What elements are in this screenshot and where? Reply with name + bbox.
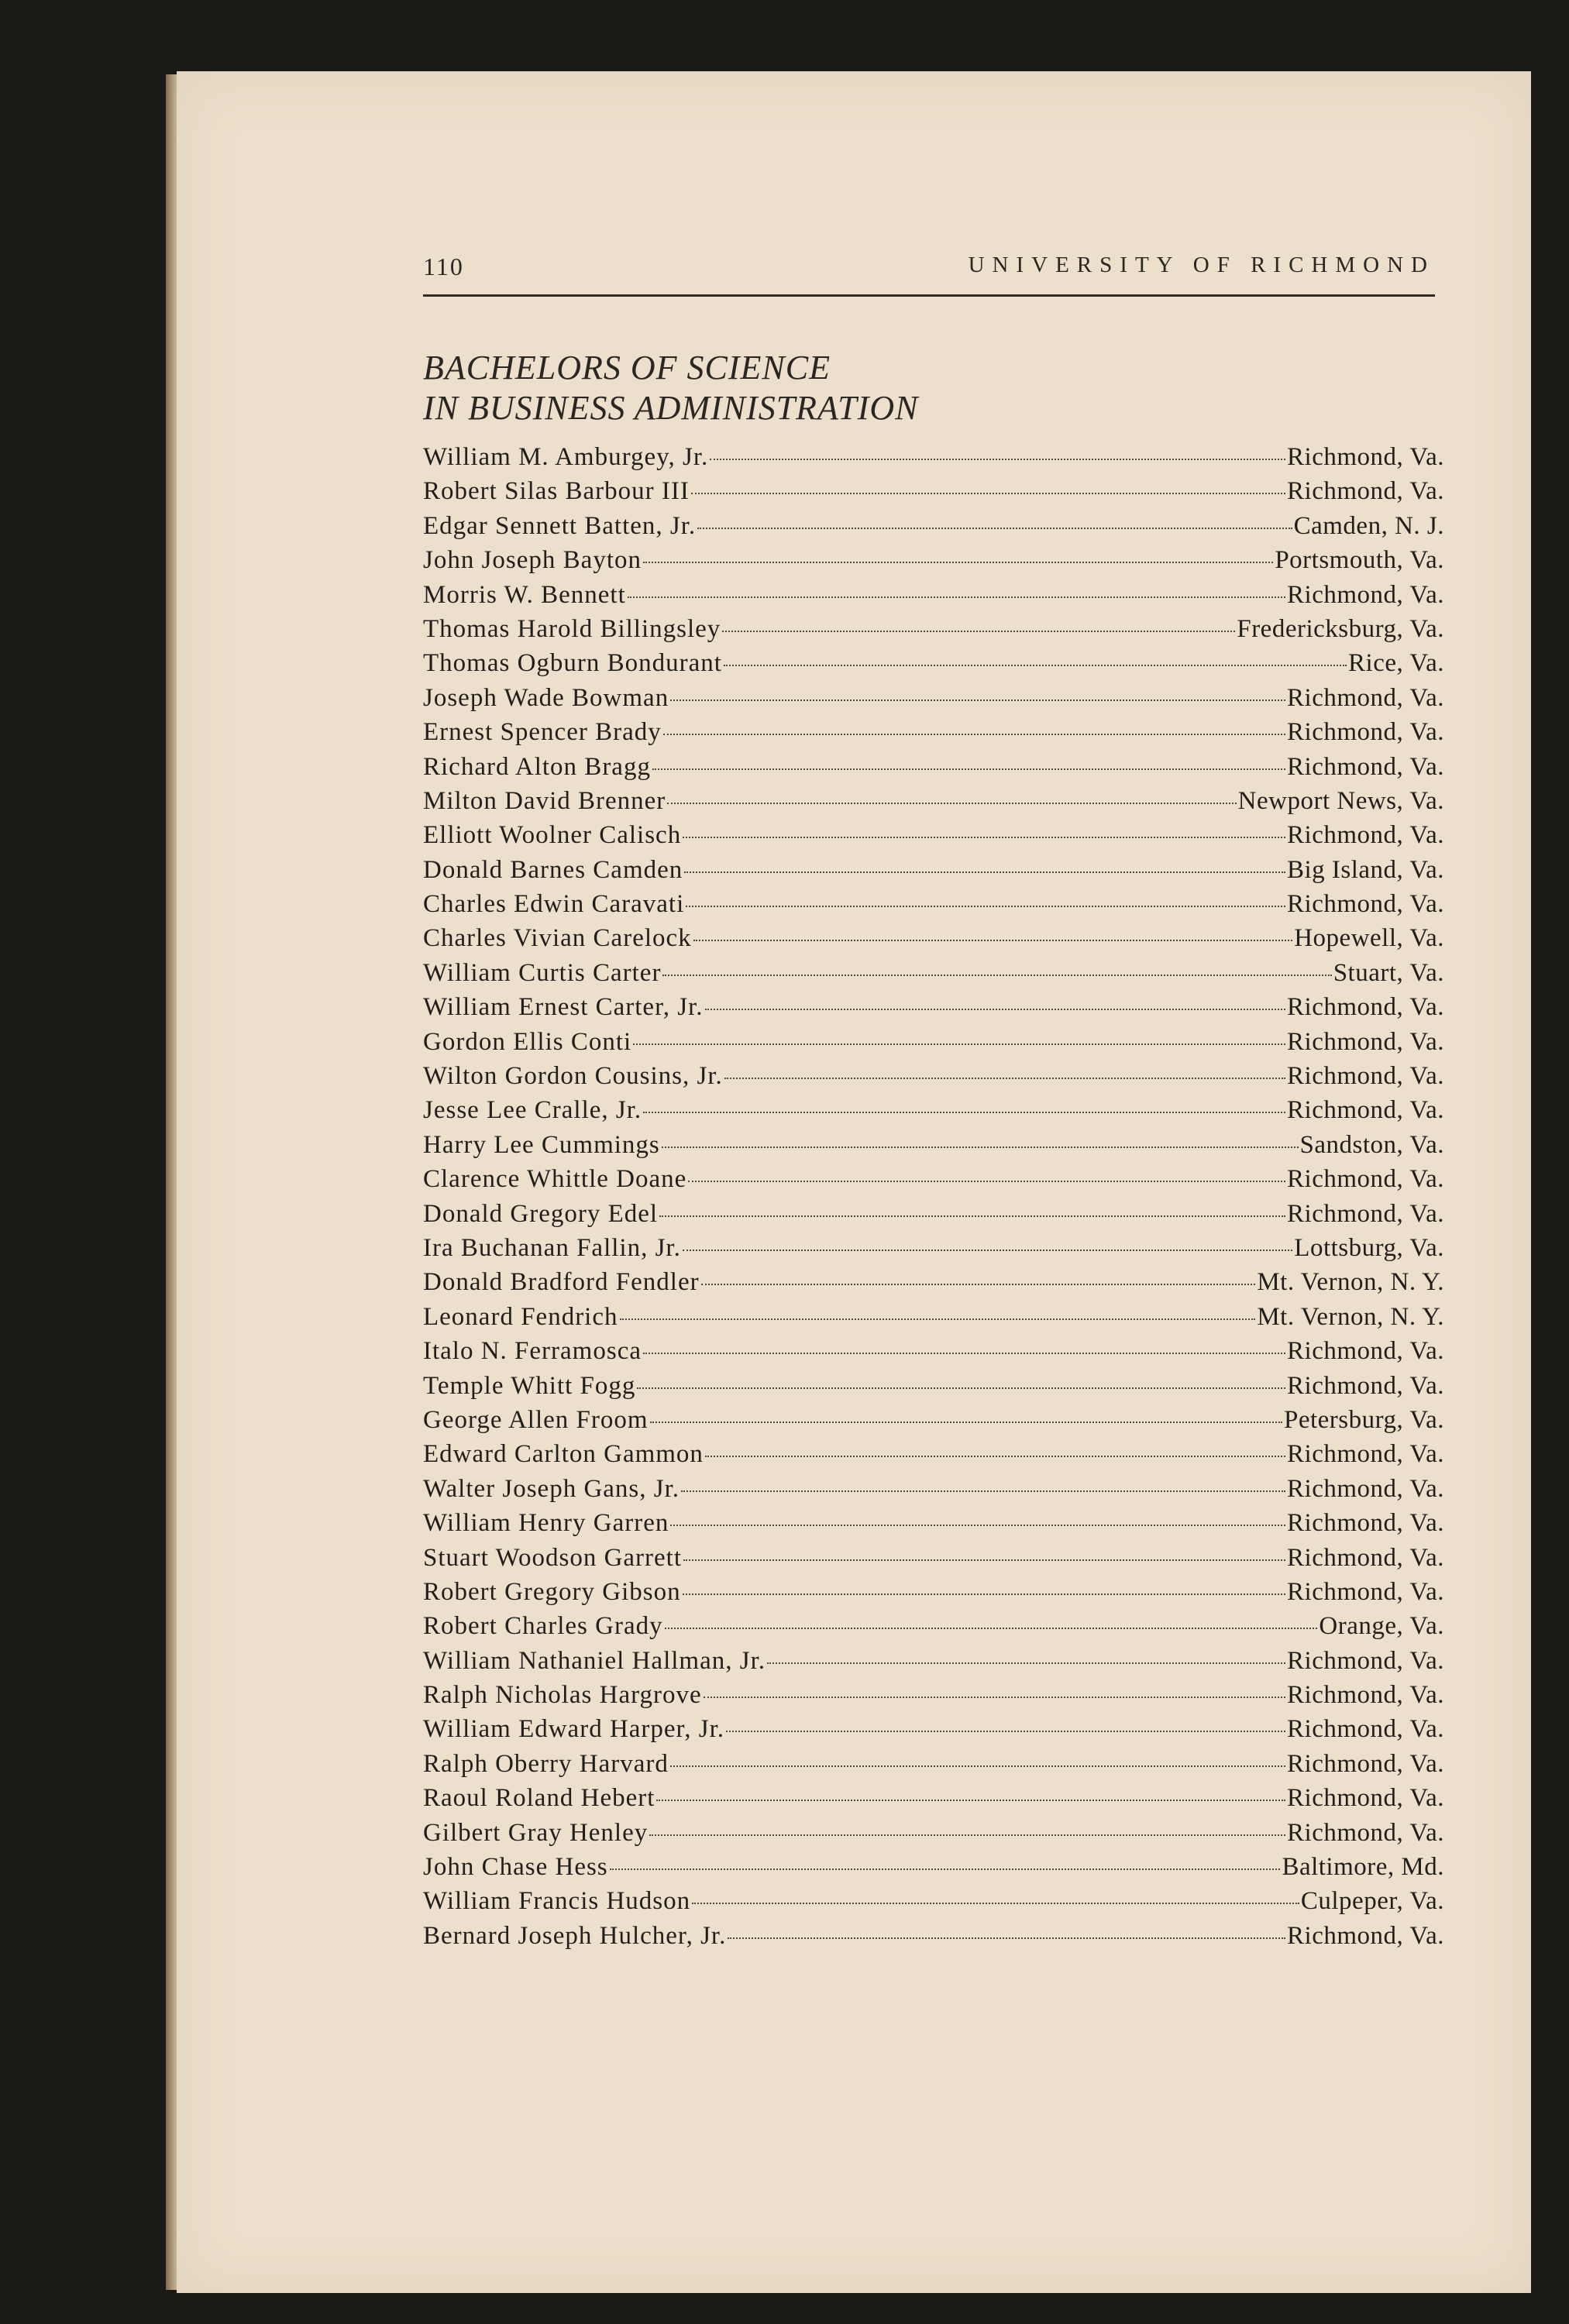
graduate-name: William Henry Garren	[423, 1509, 669, 1538]
graduate-name: Thomas Harold Billingsley	[423, 614, 721, 643]
graduate-name: William Curtis Carter	[423, 958, 662, 987]
hometown: Richmond, Va.	[1287, 993, 1444, 1022]
list-item	[423, 856, 1444, 890]
graduate-name: John Joseph Bayton	[423, 546, 642, 575]
hometown: Lottsburg, Va.	[1294, 1233, 1444, 1262]
graduate-name: Leonard Fendrich	[423, 1302, 618, 1331]
graduate-name: Edgar Sennett Batten, Jr.	[423, 511, 697, 540]
hometown: Culpeper, Va.	[1300, 1887, 1444, 1916]
graduate-name: George Allen Froom	[423, 1405, 649, 1434]
graduate-name: Harry Lee Cummings	[423, 1130, 660, 1159]
list-item	[423, 1028, 1444, 1062]
list-item	[423, 718, 1444, 752]
graduate-name: Donald Gregory Edel	[423, 1199, 659, 1228]
dot-leader	[683, 837, 1285, 838]
graduate-list	[423, 443, 1444, 1956]
graduate-name: Bernard Joseph Hulcher, Jr.	[423, 1921, 727, 1950]
hometown: Richmond, Va.	[1287, 1096, 1444, 1125]
graduate-name: Thomas Ogburn Bondurant	[423, 649, 722, 678]
graduate-name: Ira Buchanan Fallin, Jr.	[423, 1233, 681, 1262]
list-item	[423, 1062, 1444, 1096]
list-item	[423, 615, 1444, 649]
graduate-name: Edward Carlton Gammon	[423, 1440, 704, 1469]
graduate-name: Temple Whitt Fogg	[423, 1371, 636, 1400]
graduate-name: Ralph Oberry Harvard	[423, 1749, 669, 1778]
list-item	[423, 684, 1444, 718]
dot-leader	[650, 1422, 1282, 1423]
hometown: Richmond, Va.	[1287, 1818, 1444, 1847]
hometown: Mt. Vernon, N. Y.	[1257, 1268, 1444, 1297]
hometown: Fredericksburg, Va.	[1237, 614, 1444, 643]
hometown: Richmond, Va.	[1287, 1509, 1444, 1538]
list-item	[423, 1784, 1444, 1818]
list-item	[423, 1887, 1444, 1921]
dot-leader	[692, 1903, 1299, 1904]
list-item	[423, 1372, 1444, 1406]
hometown: Richmond, Va.	[1287, 752, 1444, 781]
graduate-name: William M. Amburgey, Jr.	[423, 443, 709, 471]
dot-leader	[701, 1284, 1256, 1285]
list-item	[423, 1337, 1444, 1371]
graduate-name: Gordon Ellis Conti	[423, 1027, 632, 1056]
dot-leader	[686, 906, 1285, 907]
hometown: Richmond, Va.	[1287, 718, 1444, 747]
graduate-name: Ernest Spencer Brady	[423, 718, 662, 747]
hometown: Camden, N. J.	[1293, 511, 1444, 540]
dot-leader	[705, 1009, 1286, 1010]
list-item	[423, 1268, 1444, 1302]
graduate-name: Elliott Woolner Calisch	[423, 821, 682, 850]
hometown: Richmond, Va.	[1287, 1784, 1444, 1813]
hometown: Richmond, Va.	[1287, 1715, 1444, 1744]
hometown: Richmond, Va.	[1287, 1337, 1444, 1366]
hometown: Richmond, Va.	[1287, 443, 1444, 471]
list-item	[423, 1544, 1444, 1578]
dot-leader	[670, 1525, 1285, 1526]
dot-leader	[656, 1800, 1285, 1801]
list-item	[423, 581, 1444, 615]
list-item	[423, 1819, 1444, 1853]
list-item	[423, 1234, 1444, 1268]
dot-leader	[643, 1112, 1285, 1113]
list-item	[423, 1509, 1444, 1543]
graduate-name: Gilbert Gray Henley	[423, 1818, 649, 1847]
list-item	[423, 1853, 1444, 1887]
graduate-name: Charles Vivian Carelock	[423, 924, 692, 953]
dot-leader	[610, 1868, 1281, 1870]
graduate-name: Richard Alton Bragg	[423, 752, 651, 781]
hometown: Mt. Vernon, N. Y.	[1257, 1302, 1444, 1331]
hometown: Richmond, Va.	[1287, 1062, 1444, 1091]
hometown: Richmond, Va.	[1287, 1577, 1444, 1606]
hometown: Richmond, Va.	[1287, 1474, 1444, 1503]
dot-leader	[726, 1731, 1285, 1732]
list-item	[423, 821, 1444, 855]
graduate-name: Walter Joseph Gans, Jr.	[423, 1474, 680, 1503]
list-item	[423, 1578, 1444, 1612]
hometown: Richmond, Va.	[1287, 1543, 1444, 1572]
hometown: Baltimore, Md.	[1282, 1853, 1444, 1882]
graduate-name: Robert Gregory Gibson	[423, 1577, 681, 1606]
graduate-name: Robert Charles Grady	[423, 1612, 663, 1641]
hometown: Petersburg, Va.	[1283, 1405, 1444, 1434]
graduate-name: Italo N. Ferramosca	[423, 1337, 642, 1366]
dot-leader	[681, 1490, 1285, 1492]
hometown: Stuart, Va.	[1333, 958, 1444, 987]
hometown: Newport News, Va.	[1237, 786, 1444, 815]
graduate-name: Raoul Roland Hebert	[423, 1784, 655, 1813]
list-item	[423, 1681, 1444, 1715]
list-item	[423, 1131, 1444, 1165]
list-item	[423, 993, 1444, 1027]
dot-leader	[705, 1456, 1285, 1457]
hometown: Richmond, Va.	[1287, 1440, 1444, 1469]
dot-leader	[728, 1937, 1285, 1939]
list-item	[423, 1406, 1444, 1440]
list-item	[423, 959, 1444, 993]
list-item	[423, 1200, 1444, 1234]
section-heading-line-1: BACHELORS OF SCIENCE	[423, 349, 831, 387]
dot-leader	[683, 1250, 1292, 1251]
list-item	[423, 787, 1444, 821]
dot-leader	[637, 1387, 1285, 1389]
graduate-name: Charles Edwin Caravati	[423, 890, 685, 919]
hometown: Richmond, Va.	[1287, 1681, 1444, 1710]
dot-leader	[667, 803, 1236, 804]
dot-leader	[693, 940, 1293, 941]
hometown: Sandston, Va.	[1299, 1130, 1444, 1159]
dot-leader	[724, 665, 1347, 666]
section-heading	[423, 348, 919, 428]
dot-leader	[652, 768, 1285, 770]
dot-leader	[697, 528, 1292, 529]
dot-leader	[662, 1147, 1299, 1148]
dot-leader	[662, 975, 1331, 976]
hometown: Portsmouth, Va.	[1275, 546, 1444, 575]
graduate-name: John Chase Hess	[423, 1853, 608, 1882]
dot-leader	[767, 1662, 1285, 1664]
graduate-name: Clarence Whittle Doane	[423, 1165, 687, 1194]
list-item	[423, 1750, 1444, 1784]
hometown: Richmond, Va.	[1287, 1165, 1444, 1194]
list-item	[423, 1096, 1444, 1130]
hometown: Big Island, Va.	[1286, 855, 1444, 884]
hometown: Hopewell, Va.	[1294, 924, 1444, 953]
list-item	[423, 546, 1444, 580]
dot-leader	[633, 1043, 1285, 1045]
dot-leader	[710, 459, 1285, 460]
graduate-name: Jesse Lee Cralle, Jr.	[423, 1096, 642, 1125]
running-head	[423, 253, 1435, 290]
dot-leader	[665, 1628, 1318, 1629]
hometown: Richmond, Va.	[1287, 477, 1444, 506]
dot-leader	[670, 1765, 1285, 1767]
graduate-name: William Francis Hudson	[423, 1887, 691, 1916]
list-item	[423, 649, 1444, 683]
list-item	[423, 1440, 1444, 1474]
dot-leader	[643, 1353, 1285, 1354]
dot-leader	[684, 871, 1285, 873]
list-item	[423, 890, 1444, 924]
dot-leader	[649, 1834, 1285, 1836]
hometown: Richmond, Va.	[1287, 1749, 1444, 1778]
list-item	[423, 1165, 1444, 1199]
list-item	[423, 753, 1444, 787]
dot-leader	[663, 734, 1285, 735]
hometown: Richmond, Va.	[1287, 683, 1444, 712]
journal-title: UNIVERSITY OF RICHMOND	[968, 253, 1435, 277]
hometown: Richmond, Va.	[1287, 890, 1444, 919]
dot-leader	[722, 631, 1235, 632]
graduate-name: Robert Silas Barbour III	[423, 477, 690, 506]
dot-leader	[691, 493, 1285, 494]
graduate-name: Donald Barnes Camden	[423, 855, 683, 884]
hometown: Rice, Va.	[1348, 649, 1444, 678]
hometown: Richmond, Va.	[1287, 1371, 1444, 1400]
dot-leader	[670, 700, 1285, 701]
list-item	[423, 512, 1444, 546]
hometown: Richmond, Va.	[1287, 580, 1444, 609]
list-item	[423, 1715, 1444, 1749]
hometown: Richmond, Va.	[1287, 821, 1444, 850]
hometown: Richmond, Va.	[1287, 1646, 1444, 1675]
list-item	[423, 1647, 1444, 1681]
hometown: Richmond, Va.	[1287, 1027, 1444, 1056]
graduate-name: William Ernest Carter, Jr.	[423, 993, 704, 1022]
dot-leader	[683, 1559, 1285, 1561]
dot-leader	[620, 1318, 1256, 1320]
dot-leader	[659, 1215, 1285, 1217]
section-heading-line-2: IN BUSINESS ADMINISTRATION	[423, 389, 919, 427]
graduate-name: Donald Bradford Fendler	[423, 1268, 700, 1297]
list-item	[423, 443, 1444, 477]
dot-leader	[724, 1078, 1285, 1079]
dot-leader	[628, 596, 1285, 598]
hometown: Richmond, Va.	[1287, 1199, 1444, 1228]
list-item	[423, 924, 1444, 958]
list-item	[423, 477, 1444, 511]
hometown: Orange, Va.	[1319, 1612, 1444, 1641]
graduate-name: Joseph Wade Bowman	[423, 683, 669, 712]
list-item	[423, 1612, 1444, 1646]
graduate-name: Wilton Gordon Cousins, Jr.	[423, 1062, 723, 1091]
graduate-name: Stuart Woodson Garrett	[423, 1543, 683, 1572]
list-item	[423, 1303, 1444, 1337]
hometown: Richmond, Va.	[1287, 1921, 1444, 1950]
graduate-name: Ralph Nicholas Hargrove	[423, 1681, 702, 1710]
graduate-name: William Edward Harper, Jr.	[423, 1715, 724, 1744]
graduate-name: Morris W. Bennett	[423, 580, 626, 609]
page-number: 110	[423, 253, 464, 280]
list-item	[423, 1475, 1444, 1509]
graduate-name: William Nathaniel Hallman, Jr.	[423, 1646, 766, 1675]
dot-leader	[643, 562, 1273, 563]
dot-leader	[683, 1593, 1285, 1595]
header-rule	[423, 294, 1435, 297]
dot-leader	[704, 1697, 1285, 1698]
dot-leader	[688, 1181, 1285, 1182]
list-item	[423, 1922, 1444, 1956]
graduate-name: Milton David Brenner	[423, 786, 666, 815]
